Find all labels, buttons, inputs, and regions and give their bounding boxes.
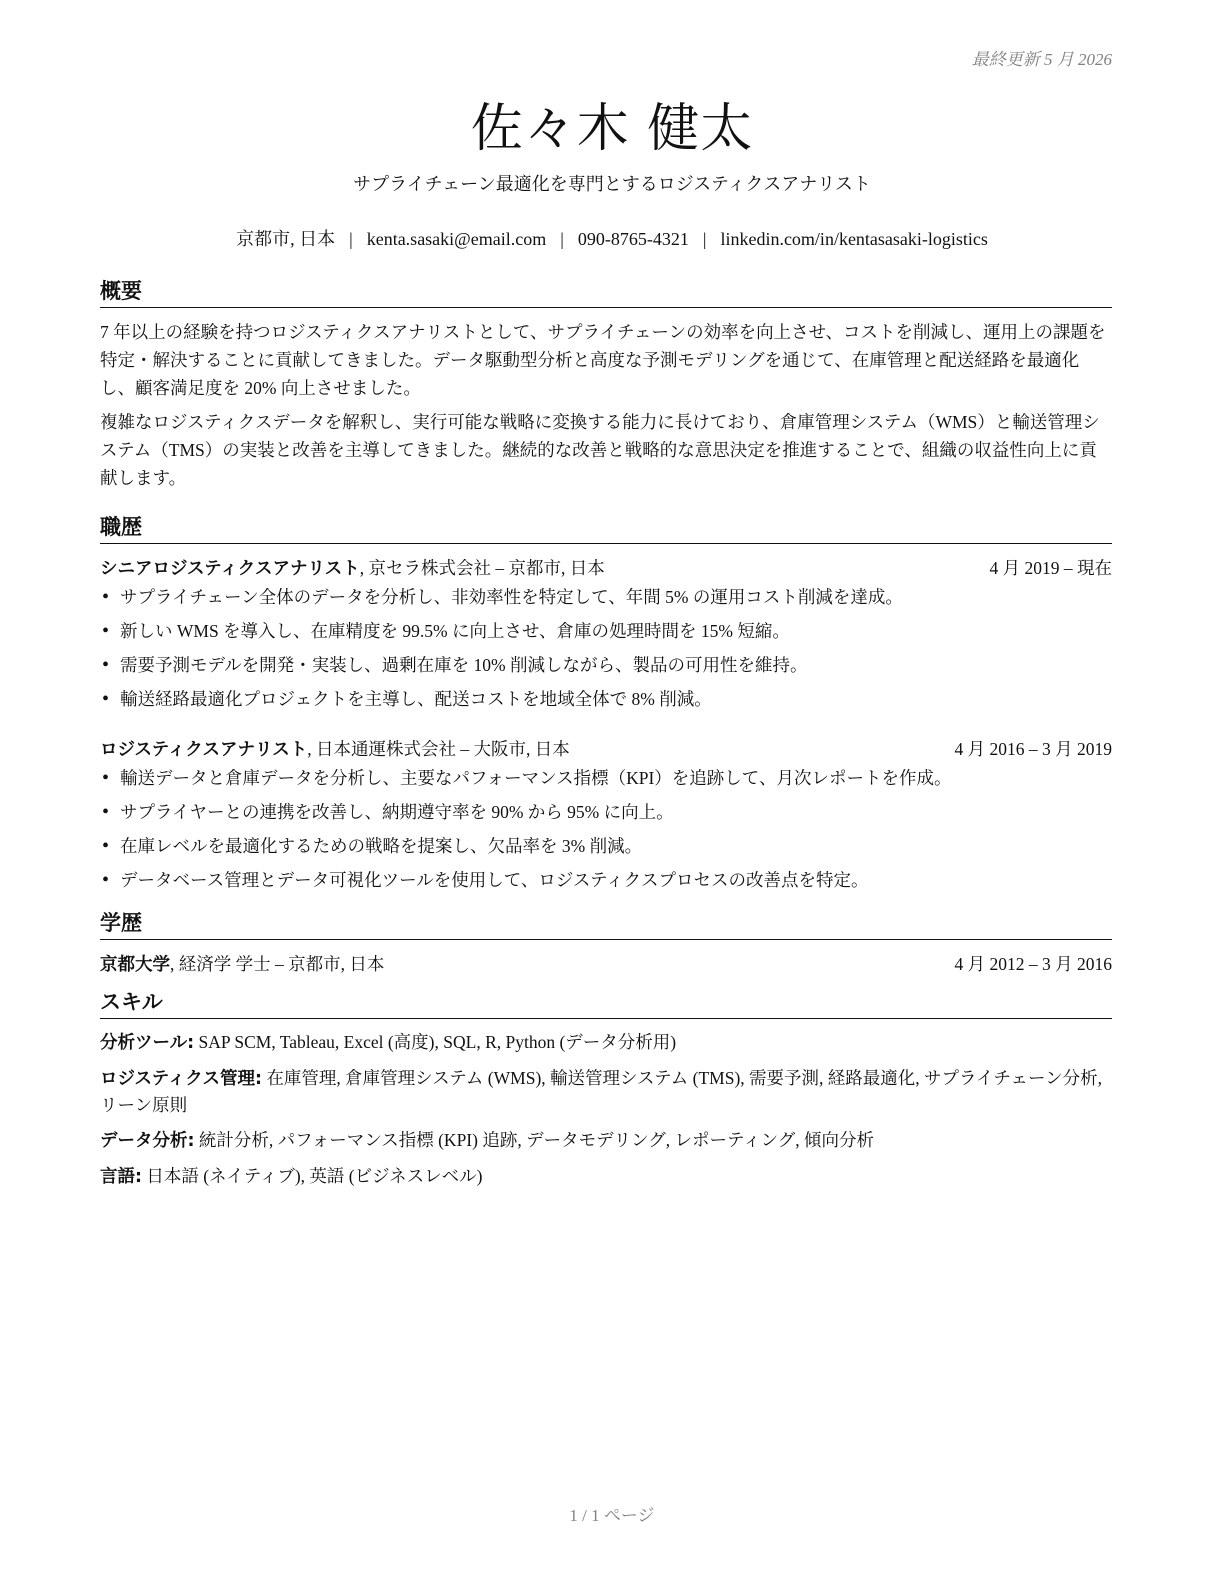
job-bullets: [100, 583, 1112, 713]
education-entry: [100, 950, 1112, 979]
list-item: • データベース管理とデータ可視化ツールを使用して、ロジスティクスプロセスの改善点を特定。: [100, 866, 1112, 894]
list-item: • 輸送経路最適化プロジェクトを主導し、配送コストを地域全体で 8% 削減。: [100, 685, 1112, 713]
skill-label: 分析ツール:: [100, 1033, 195, 1053]
list-item: • 需要予測モデルを開発・実装し、過剰在庫を 10% 削減しながら、製品の可用性を維持。: [100, 651, 1112, 679]
job-title: シニアロジスティクスアナリスト: [100, 559, 360, 579]
job-entry: [100, 554, 1112, 713]
skill-value: 統計分析, パフォーマンス指標 (KPI) 追跡, データモデリング, レポーティング, 傾向分析: [194, 1130, 874, 1150]
contact-phone[interactable]: 090-8765-4321: [577, 229, 689, 249]
degree-detail: , 経済学 学士 – 京都市, 日本: [170, 954, 385, 974]
contact-location: 京都市, 日本: [236, 229, 336, 249]
candidate-name: 佐々木 健太: [470, 99, 754, 159]
list-item: • 在庫レベルを最適化するための戦略を提案し、欠品率を 3% 削減。: [100, 832, 1112, 860]
skill-row: [100, 1065, 1112, 1118]
section-heading-education: 学歴: [100, 908, 1112, 940]
list-item: • 輸送データと倉庫データを分析し、主要なパフォーマンス指標（KPI）を追跡して、月次レポートを作成。: [100, 764, 1112, 792]
job-bullets: [100, 764, 1112, 894]
resume-body: [100, 276, 1112, 1199]
skill-value: 在庫管理, 倉庫管理システム (WMS), 輸送管理システム (TMS), 需要予測, 経路最適化, サプライチェーン分析, リーン原則: [100, 1068, 1103, 1115]
school-name: 京都大学: [100, 955, 170, 975]
summary-section: [100, 318, 1112, 492]
summary-paragraph: 複雑なロジスティクスデータを解釈し、実行可能な戦略に変換する能力に長けており、倉庫管理システム（WMS）と輸送管理システム（TMS）の実装と改善を主導してきました。継続的な改善と戦略的な意思決定を推進することで、組織の収益性向上に貢献します。: [100, 412, 1100, 488]
list-item: • 新しい WMS を導入し、在庫精度を 99.5% に向上させ、倉庫の処理時間を 15% 短縮。: [100, 617, 1112, 645]
job-header: [100, 554, 1112, 583]
section-heading-skills: スキル: [100, 987, 1112, 1019]
job-dates: 4 月 2016 – 3 月 2019: [954, 739, 1112, 759]
skill-value: 日本語 (ネイティブ), 英語 (ビジネスレベル): [142, 1166, 483, 1186]
education-dates: 4 月 2012 – 3 月 2016: [954, 954, 1112, 974]
skill-label: データ分析:: [100, 1131, 195, 1151]
last-updated: 最終更新 5 月 2026: [971, 50, 1112, 69]
job-header: [100, 735, 1112, 764]
list-item: • サプライヤーとの連携を改善し、納期遵守率を 90% から 95% に向上。: [100, 798, 1112, 826]
job-org: , 京セラ株式会社 – 京都市, 日本: [359, 558, 605, 578]
separator: |: [702, 229, 707, 249]
skill-label: ロジスティクス管理:: [100, 1069, 263, 1089]
page-number: 1 / 1 ページ: [569, 1506, 655, 1525]
job-entry: [100, 735, 1112, 894]
job-title: ロジスティクスアナリスト: [100, 740, 308, 760]
contact-linkedin[interactable]: linkedin.com/in/kentasasaki-logistics: [720, 229, 988, 249]
skill-row: [100, 1127, 1112, 1154]
separator: |: [560, 229, 564, 249]
section-heading-experience: 職歴: [100, 512, 1112, 544]
job-org: , 日本通運株式会社 – 大阪市, 日本: [307, 739, 570, 759]
separator: |: [349, 229, 353, 249]
skill-row: [100, 1163, 1112, 1190]
list-item: • サプライチェーン全体のデータを分析し、非効率性を特定して、年間 5% の運用コスト削減を達成。: [100, 583, 1112, 611]
summary-paragraph: 7 年以上の経験を持つロジスティクスアナリストとして、サプライチェーンの効率を向上させ、コストを削減し、運用上の課題を特定・解決することに貢献してきました。データ駆動型分析と高度な予測モデリングを通じて、在庫管理と配送経路を最適化し、顧客満足度を 20% 向上させました。: [100, 322, 1106, 398]
skill-label: 言語:: [100, 1167, 142, 1187]
tagline: サプライチェーン最適化を専門とするロジスティクスアナリスト: [353, 174, 871, 194]
section-heading-summary: 概要: [100, 276, 1112, 308]
contact-email[interactable]: kenta.sasaki@email.com: [366, 229, 547, 249]
skill-row: [100, 1029, 1112, 1056]
contact-line: [0, 225, 1224, 251]
job-dates: 4 月 2019 – 現在: [989, 558, 1112, 578]
skill-value: SAP SCM, Tableau, Excel (高度), SQL, R, Python (データ分析用): [194, 1032, 677, 1052]
